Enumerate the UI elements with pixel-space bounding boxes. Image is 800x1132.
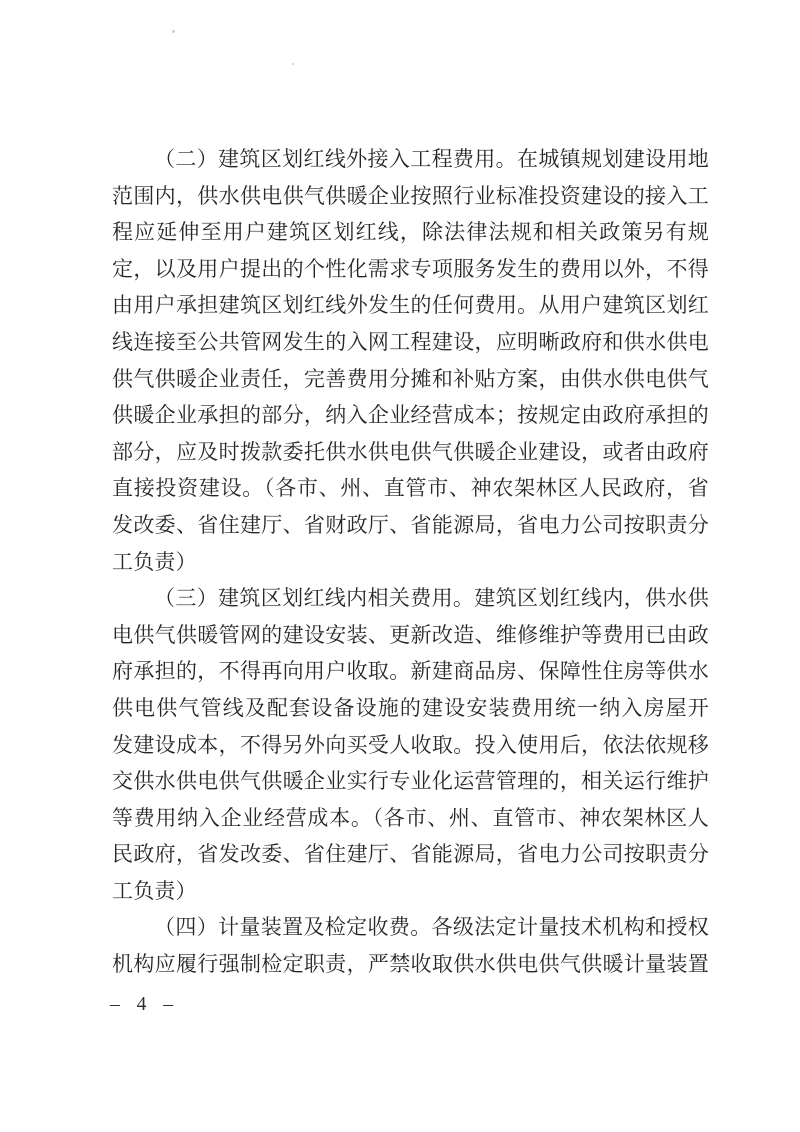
text-line: 供气供暖企业责任，完善费用分摊和补贴方案，由供水供电供气 bbox=[112, 366, 709, 391]
scan-speck bbox=[292, 63, 294, 65]
document-body bbox=[112, 141, 709, 983]
text-line: 工负责） bbox=[112, 878, 197, 903]
scan-speck bbox=[172, 30, 175, 33]
text-line: 线连接至公共管网发生的入网工程建设，应明晰政府和供水供电 bbox=[112, 329, 709, 354]
text-line: 民政府，省发改委、省住建厅、省能源局，省电力公司按职责分 bbox=[112, 842, 709, 867]
text-line: 机构应履行强制检定职责，严禁收取供水供电供气供暖计量装置 bbox=[112, 952, 709, 977]
text-line: 等费用纳入企业经营成本。（各市、州、直管市、神农架林区人 bbox=[112, 805, 709, 830]
text-line: 发建设成本，不得另外向买受人收取。投入使用后，依法依规移 bbox=[112, 732, 709, 757]
text-line: 定，以及用户提出的个性化需求专项服务发生的费用以外，不得 bbox=[112, 256, 709, 281]
text-line: 范围内，供水供电供气供暖企业按照行业标准投资建设的接入工 bbox=[112, 183, 709, 208]
text-line: 部分，应及时拨款委托供水供电供气供暖企业建设，或者由政府 bbox=[112, 439, 709, 464]
text-line: （四）计量装置及检定收费。各级法定计量技术机构和授权 bbox=[154, 915, 709, 940]
text-line: （二）建筑区划红线外接入工程费用。在城镇规划建设用地 bbox=[154, 147, 709, 171]
text-line: 工负责） bbox=[112, 549, 197, 574]
text-line: 由用户承担建筑区划红线外发生的任何费用。从用户建筑区划红 bbox=[112, 293, 709, 318]
text-line: 程应延伸至用户建筑区划红线，除法律法规和相关政策另有规 bbox=[112, 220, 709, 245]
text-line: 供电供气管线及配套设备设施的建设安装费用统一纳入房屋开 bbox=[112, 695, 709, 720]
text-line: 供暖企业承担的部分，纳入企业经营成本；按规定由政府承担的 bbox=[112, 403, 709, 428]
text-line: （三）建筑区划红线内相关费用。建筑区划红线内，供水供 bbox=[154, 586, 709, 611]
page-number: – 4 – bbox=[110, 994, 179, 1015]
text-line: 发改委、省住建厅、省财政厅、省能源局，省电力公司按职责分 bbox=[112, 512, 709, 537]
text-line: 直接投资建设。（各市、州、直管市、神农架林区人民政府，省 bbox=[112, 476, 709, 501]
text-line: 交供水供电供气供暖企业实行专业化运营管理的，相关运行维护 bbox=[112, 769, 709, 794]
text-line: 府承担的，不得再向用户收取。新建商品房、保障性住房等供水 bbox=[112, 659, 709, 684]
text-line: 电供气供暖管网的建设安装、更新改造、维修维护等费用已由政 bbox=[112, 622, 709, 647]
